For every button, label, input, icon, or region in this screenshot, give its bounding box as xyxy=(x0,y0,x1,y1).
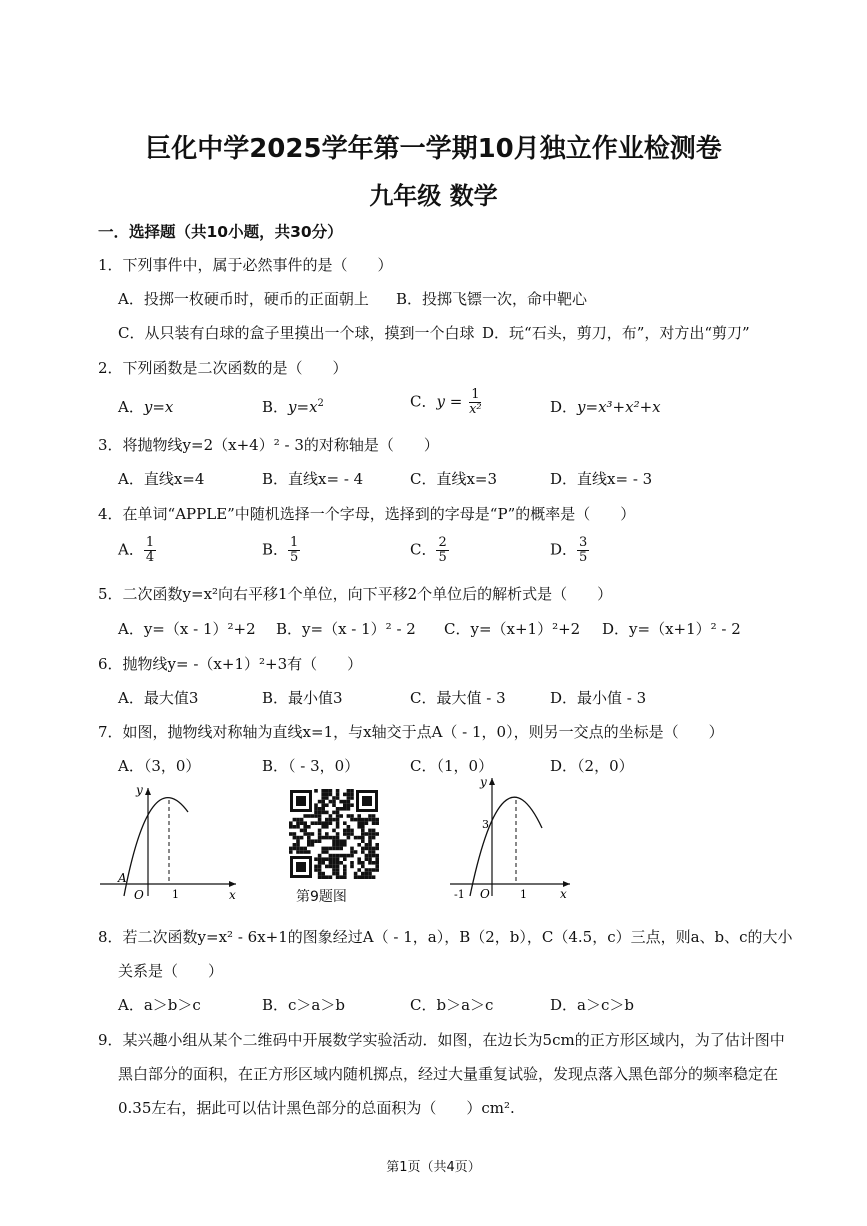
y-axis-arrow xyxy=(145,788,151,795)
q6-stem: 6．抛物线y= -（x+1）²+3有（ ） xyxy=(98,655,363,673)
q2-option-a: A．y=x xyxy=(118,398,174,416)
q2-option-b: B．$y=x^2$ xyxy=(262,398,324,416)
exam-subtitle: 九年级 数学 xyxy=(369,182,498,210)
fig3-tick-neg-label: -1 xyxy=(454,888,465,900)
q1-option-d: D．玩“石头，剪刀，布”，对方出“剪刀” xyxy=(482,324,750,342)
q7-option-b: B．（ - 3，0） xyxy=(262,757,360,775)
q6-option-a: A．最大值3 xyxy=(118,689,199,707)
fig3-x-label: x xyxy=(560,887,567,900)
fig3-y-tick-label: 3 xyxy=(482,818,489,831)
q3-option-c: C．直线x=3 xyxy=(410,470,498,488)
q7-option-d: D．（2，0） xyxy=(550,757,634,775)
q2-option-c: C．y = $\frac{1}{\text{x²}}$ xyxy=(410,387,482,417)
q7-option-c: C．（1，0） xyxy=(410,757,494,775)
q3-option-a: A．直线x=4 xyxy=(118,470,205,488)
q9-line-2: 黑白部分的面积，在正方形区域内随机掷点，经过大量重复试验，发现点落入黑色部分的频率稳定在 xyxy=(118,1065,779,1083)
q7-parabola-figure xyxy=(96,780,246,900)
q8-stem: 8．若二次函数y=x² - 6x+1的图象经过A（ - 1，a），B（2，b），C（4.5，c）三点，则a、b、c的大小 xyxy=(98,928,793,946)
q5-option-b: B．y=（x - 1）² - 2 xyxy=(276,620,416,638)
q8-option-b: B．c＞a＞b xyxy=(262,996,345,1014)
q7-second-parabola-figure xyxy=(446,772,576,900)
fig1-x-label: x xyxy=(229,888,236,900)
q4-stem: 4．在单词“APPLE”中随机选择一个字母，选择到的字母是“P”的概率是（ ） xyxy=(98,505,636,523)
q8-option-a: A．a＞b＞c xyxy=(118,996,201,1014)
q6-option-b: B．最小值3 xyxy=(262,689,343,707)
qr-caption: 第9题图 xyxy=(296,889,347,905)
y-axis-arrow xyxy=(489,778,495,785)
q7-option-a: A．（3，0） xyxy=(118,757,201,775)
q8-option-c: C．b＞a＞c xyxy=(410,996,494,1014)
q2-stem: 2．下列函数是二次函数的是（ ） xyxy=(98,359,348,377)
q4-option-c: C． $\frac{2}{5}$ xyxy=(410,535,447,565)
q3-stem: 3．将抛物线y=2（x+4）² - 3的对称轴是（ ） xyxy=(98,436,439,454)
q7-stem: 7．如图，抛物线对称轴为直线x=1，与x轴交于点A（ - 1，0），则另一交点的坐标是（ ） xyxy=(98,723,724,741)
page-footer: 第1页（共4页） xyxy=(386,1160,481,1175)
q1-option-a: A．投掷一枚硬币时，硬币的正面朝上 xyxy=(118,290,369,308)
q4-option-d: D． $\frac{3}{5}$ xyxy=(550,535,588,565)
fig3-tick-pos-label: 1 xyxy=(520,888,527,900)
section-heading: 一．选择题（共10小题，共30分） xyxy=(98,223,343,241)
q1-stem: 1．下列事件中，属于必然事件的是（ ） xyxy=(98,256,393,274)
q3-option-b: B．直线x= - 4 xyxy=(262,470,364,488)
fig3-y-label: y xyxy=(480,775,487,789)
exam-title: 巨化中学2025学年第一学期10月独立作业检测卷 xyxy=(145,134,722,164)
q4-option-b: B． $\frac{1}{5}$ xyxy=(262,535,299,565)
parabola-curve xyxy=(124,798,188,896)
q4-option-a: A． $\frac{1}{4}$ xyxy=(118,535,155,565)
q3-option-d: D．直线x= - 3 xyxy=(550,470,653,488)
q6-option-d: D．最小值 - 3 xyxy=(550,689,647,707)
fig1-point-a-label: A xyxy=(118,871,127,885)
fig1-y-label: y xyxy=(136,783,143,797)
x-axis-arrow xyxy=(229,881,236,887)
parabola-curve xyxy=(470,797,542,896)
q5-option-d: D．y=（x+1）² - 2 xyxy=(602,620,741,638)
q8-option-d: D．a＞c＞b xyxy=(550,996,634,1014)
q6-option-c: C．最大值 - 3 xyxy=(410,689,506,707)
q9-line-3: 0.35左右，据此可以估计黑色部分的总面积为（ ）cm². xyxy=(118,1099,515,1117)
fig1-origin-label: O xyxy=(134,888,144,900)
q8-stem-continued: 关系是（ ） xyxy=(118,962,224,980)
q2-option-d: D．y=x³+x²+x xyxy=(550,398,661,416)
qr-code-figure xyxy=(288,788,380,880)
q1-option-c: C．从只装有白球的盒子里摸出一个球，摸到一个白球 xyxy=(118,324,475,342)
q5-stem: 5．二次函数y=x²向右平移1个单位，向下平移2个单位后的解析式是（ ） xyxy=(98,585,613,603)
fig3-origin-label: O xyxy=(480,887,490,900)
fig1-tick-label: 1 xyxy=(172,888,179,900)
q5-option-a: A．y=（x - 1）²+2 xyxy=(118,620,256,638)
q5-option-c: C．y=（x+1）²+2 xyxy=(444,620,581,638)
q1-option-b: B．投掷飞镖一次，命中靶心 xyxy=(396,290,588,308)
q9-line-1: 9．某兴趣小组从某个二维码中开展数学实验活动．如图，在边长为5cm的正方形区域内，为了估计图中 xyxy=(98,1031,785,1049)
